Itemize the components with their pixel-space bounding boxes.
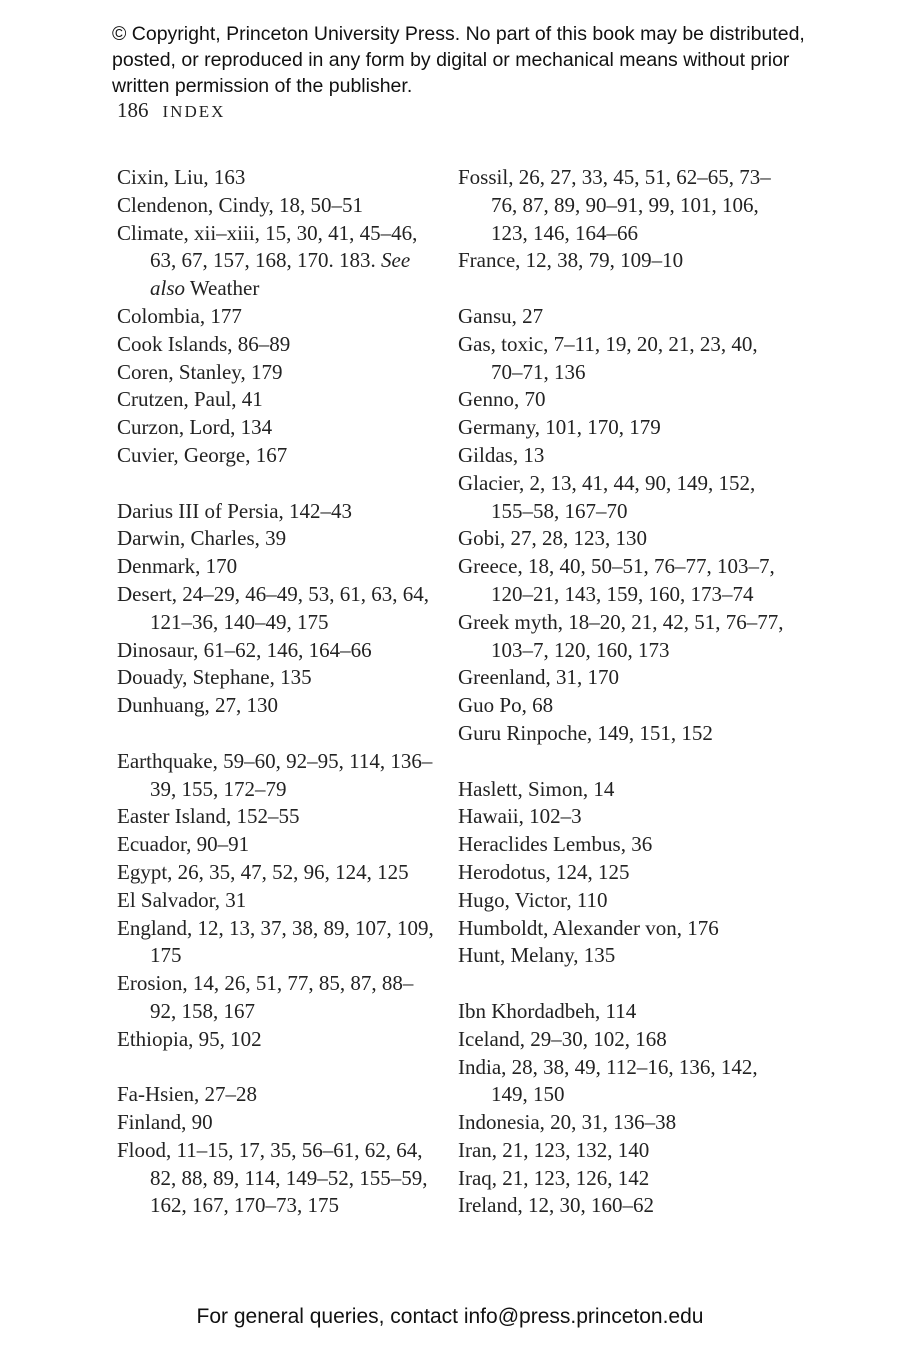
index-entry xyxy=(117,220,437,303)
see-also-label: See also xyxy=(150,248,411,301)
index-entry-text: Gas, toxic, 7–11, 19, 20, 21, 23, 40, 70–71, 136 xyxy=(458,331,758,384)
index-entry-text: France, 12, 38, 79, 109–10 xyxy=(458,248,684,273)
index-letter-group xyxy=(458,776,788,971)
index-entry xyxy=(458,164,788,247)
index-entry-text: Fa-Hsien, 27–28 xyxy=(117,1082,257,1107)
index-entry-text: Desert, 24–29, 46–49, 53, 61, 63, 64, 121–36, 140–49, 175 xyxy=(117,581,430,634)
index-entry xyxy=(458,609,788,665)
index-entry-text: Haslett, Simon, 14 xyxy=(458,776,615,801)
index-column-right xyxy=(458,164,788,1248)
index-entry xyxy=(117,386,437,414)
index-entry-text: Cuvier, George, 167 xyxy=(117,442,288,467)
index-entry-text: Iraq, 21, 123, 126, 142 xyxy=(458,1165,650,1190)
index-entry xyxy=(458,470,788,526)
index-entry xyxy=(117,498,437,526)
index-entry xyxy=(458,831,788,859)
index-entry-text: Climate, xii–xiii, 15, 30, 41, 45–46, 63, 67, 157, 168, 170. 183. xyxy=(117,220,418,273)
index-entry xyxy=(117,331,437,359)
page-number: 186 xyxy=(117,98,149,122)
index-entry xyxy=(117,859,437,887)
index-entry-text: Darwin, Charles, 39 xyxy=(117,526,287,551)
index-entry-text: Hugo, Victor, 110 xyxy=(458,887,608,912)
index-entry xyxy=(458,664,788,692)
index-entry-text: Finland, 90 xyxy=(117,1110,213,1135)
index-entry xyxy=(117,637,437,665)
index-entry xyxy=(458,942,788,970)
index-entry xyxy=(117,414,437,442)
index-entry xyxy=(458,331,788,387)
index-entry xyxy=(458,1026,788,1054)
index-entry xyxy=(117,915,437,971)
index-entry-text: Fossil, 26, 27, 33, 45, 51, 62–65, 73–76, 87, 89, 90–91, 99, 101, 106, 123, 146, 164–66 xyxy=(458,165,771,245)
index-entry xyxy=(458,1137,788,1165)
index-entry xyxy=(117,442,437,470)
index-entry-text: Dunhuang, 27, 130 xyxy=(117,693,278,718)
index-entry xyxy=(458,720,788,748)
index-entry-text: Glacier, 2, 13, 41, 44, 90, 149, 152, 155–58, 167–70 xyxy=(458,470,756,523)
index-entry-text: Coren, Stanley, 179 xyxy=(117,359,283,384)
index-entry-text: Heraclides Lembus, 36 xyxy=(458,832,653,857)
index-entry-text: Clendenon, Cindy, 18, 50–51 xyxy=(117,192,363,217)
index-entry xyxy=(117,1081,437,1109)
index-entry xyxy=(117,970,437,1026)
index-entry xyxy=(117,192,437,220)
index-entry xyxy=(458,1109,788,1137)
index-entry-text: Ecuador, 90–91 xyxy=(117,832,250,857)
index-entry xyxy=(117,525,437,553)
index-entry-text: Douady, Stephane, 135 xyxy=(117,665,312,690)
index-entry-text: Hunt, Melany, 135 xyxy=(458,943,616,968)
index-entry-text: Denmark, 170 xyxy=(117,554,238,579)
index-entry xyxy=(117,1026,437,1054)
index-entry xyxy=(117,887,437,915)
index-entry-text: Greenland, 31, 170 xyxy=(458,665,619,690)
index-entry-text: Cixin, Liu, 163 xyxy=(117,165,246,189)
index-entry-text: Genno, 70 xyxy=(458,387,546,412)
index-entry-text: Gansu, 27 xyxy=(458,303,544,328)
index-entry-text: Gildas, 13 xyxy=(458,442,545,467)
index-entry-text: Dinosaur, 61–62, 146, 164–66 xyxy=(117,637,372,662)
index-entry xyxy=(458,776,788,804)
index-entry xyxy=(458,1165,788,1193)
index-entry xyxy=(458,1192,788,1220)
index-entry-text: Iceland, 29–30, 102, 168 xyxy=(458,1026,667,1051)
section-label: INDEX xyxy=(162,102,226,121)
index-entry xyxy=(458,915,788,943)
index-entry xyxy=(458,553,788,609)
index-entry-text: Gobi, 27, 28, 123, 130 xyxy=(458,526,647,551)
index-entry xyxy=(117,581,437,637)
index-entry-text: India, 28, 38, 49, 112–16, 136, 142, 149, 150 xyxy=(458,1054,758,1107)
index-entry xyxy=(117,164,437,192)
index-entry xyxy=(117,664,437,692)
index-entry xyxy=(458,859,788,887)
see-also-target: Weather xyxy=(189,276,260,301)
copyright-notice: © Copyright, Princeton University Press. No part of this book may be distributed, posted, or reproduced in any form by digital or mechanical means without prior written permission of the publisher. xyxy=(112,23,805,97)
index-entry-text: Ireland, 12, 30, 160–62 xyxy=(458,1193,654,1218)
index-entry xyxy=(458,525,788,553)
running-header xyxy=(117,97,225,125)
index-entry xyxy=(458,303,788,331)
index-entry-text: Ethiopia, 95, 102 xyxy=(117,1026,262,1051)
index-letter-group xyxy=(117,1081,437,1220)
index-entry-text: Erosion, 14, 26, 51, 77, 85, 87, 88–92, 158, 167 xyxy=(117,971,414,1023)
footer-contact: For general queries, contact info@press.princeton.edu xyxy=(196,1305,704,1328)
index-entry-text: El Salvador, 31 xyxy=(117,887,247,912)
index-letter-group xyxy=(458,303,788,748)
index-entry-text: Herodotus, 124, 125 xyxy=(458,859,630,884)
index-letter-group xyxy=(458,164,788,275)
index-entry xyxy=(117,803,437,831)
index-entry-text: Easter Island, 152–55 xyxy=(117,804,300,829)
index-entry xyxy=(117,692,437,720)
index-entry xyxy=(117,748,437,804)
index-entry xyxy=(117,1109,437,1137)
index-entry-text: Germany, 101, 170, 179 xyxy=(458,415,661,440)
index-entry xyxy=(458,803,788,831)
index-entry-text: Humboldt, Alexander von, 176 xyxy=(458,915,719,940)
index-letter-group xyxy=(117,498,437,720)
index-letter-group xyxy=(117,748,437,1054)
index-entry-text: Curzon, Lord, 134 xyxy=(117,415,273,440)
index-entry-text: Ibn Khordadbeh, 114 xyxy=(458,998,637,1023)
index-entry-text: Colombia, 177 xyxy=(117,303,242,328)
index-entry-text: Guru Rinpoche, 149, 151, 152 xyxy=(458,720,713,745)
index-entry xyxy=(117,553,437,581)
index-letter-group xyxy=(117,164,437,470)
index-entry xyxy=(458,998,788,1026)
index-entry xyxy=(117,359,437,387)
index-entry-text: Greek myth, 18–20, 21, 42, 51, 76–77, 103–7, 120, 160, 173 xyxy=(458,609,784,662)
index-entry-text: Hawaii, 102–3 xyxy=(458,804,582,829)
index-entry-text: Crutzen, Paul, 41 xyxy=(117,387,263,412)
index-entry xyxy=(458,887,788,915)
index-entry-text: Cook Islands, 86–89 xyxy=(117,331,291,356)
index-column-left xyxy=(117,164,437,1248)
index-entry-text: Egypt, 26, 35, 47, 52, 96, 124, 125 xyxy=(117,859,409,884)
index-entry xyxy=(458,386,788,414)
index-letter-group xyxy=(458,998,788,1220)
index-entry xyxy=(117,831,437,859)
index-entry xyxy=(458,1054,788,1110)
index-entry-text: Darius III of Persia, 142–43 xyxy=(117,498,353,523)
index-entry xyxy=(458,414,788,442)
index-entry-text: Earthquake, 59–60, 92–95, 114, 136–39, 155, 172–79 xyxy=(117,748,433,801)
index-entry xyxy=(117,1137,437,1220)
index-entry-text: Iran, 21, 123, 132, 140 xyxy=(458,1137,650,1162)
index-entry xyxy=(117,303,437,331)
index-entry xyxy=(458,247,788,275)
index-entry-text: Indonesia, 20, 31, 136–38 xyxy=(458,1110,677,1135)
index-entry xyxy=(458,442,788,470)
index-entry xyxy=(458,692,788,720)
index-entry-text: Guo Po, 68 xyxy=(458,693,554,718)
index-entry-text: Flood, 11–15, 17, 35, 56–61, 62, 64, 82, 88, 89, 114, 149–52, 155–59, 162, 167, 170–73, 175 xyxy=(117,1137,428,1218)
index-entry-text: England, 12, 13, 37, 38, 89, 107, 109, 175 xyxy=(117,915,434,968)
index-entry-text: Greece, 18, 40, 50–51, 76–77, 103–7, 120–21, 143, 159, 160, 173–74 xyxy=(458,554,775,606)
